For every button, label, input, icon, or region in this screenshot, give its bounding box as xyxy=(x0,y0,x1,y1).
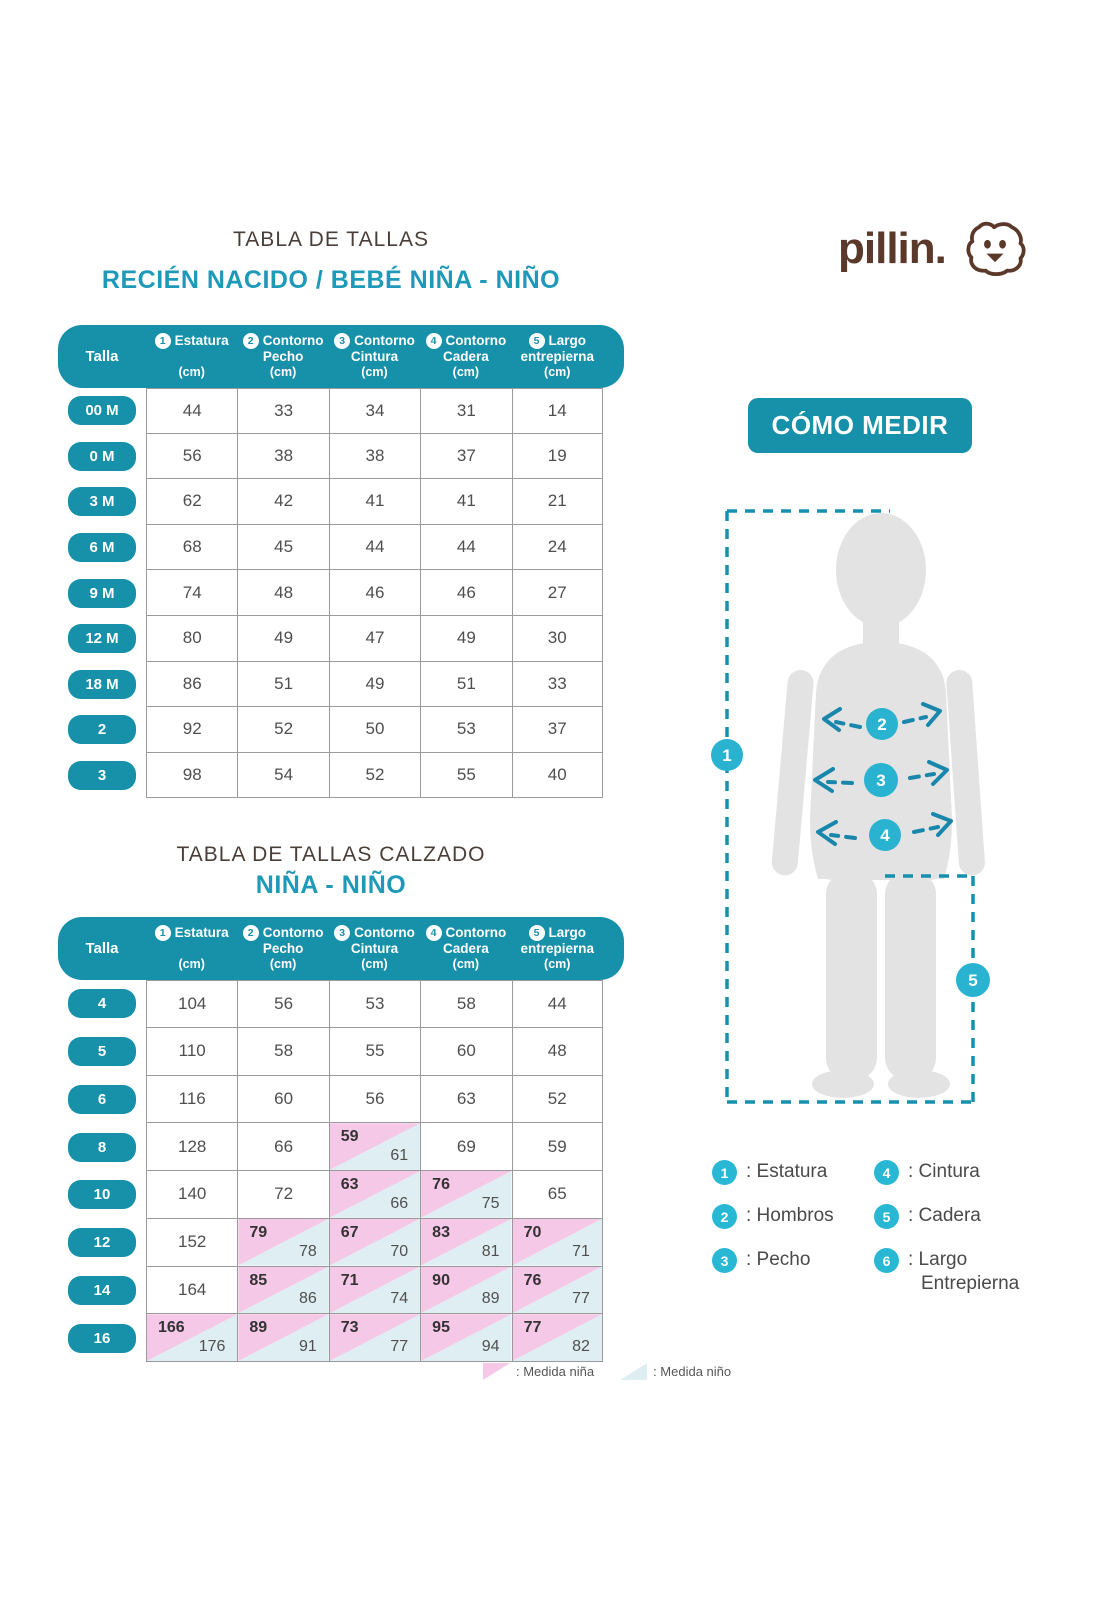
girl-value: 76 xyxy=(432,1176,450,1193)
measure-cell xyxy=(146,1314,237,1362)
column-header-unit: (cm) xyxy=(361,957,388,971)
measure-cell: 38 xyxy=(237,434,328,480)
column-header-unit: (cm) xyxy=(269,365,297,379)
table-row xyxy=(58,980,603,1028)
measure-cell: 68 xyxy=(146,525,237,571)
table-row xyxy=(58,1267,603,1315)
como-medir-heading: CÓMO MEDIR xyxy=(748,398,972,453)
measure-cell: 164 xyxy=(146,1267,237,1315)
table-row xyxy=(58,570,603,616)
size-pill: 14 xyxy=(68,1276,136,1305)
measure-legend-label: : Estatura xyxy=(746,1161,828,1182)
marker-1-number: 1 xyxy=(722,746,732,765)
column-header-line1 xyxy=(146,333,237,349)
girl-value: 166 xyxy=(158,1319,185,1337)
table-row xyxy=(58,1219,603,1267)
measure-legend-item xyxy=(712,1204,874,1229)
size-pill: 0 M xyxy=(68,442,136,471)
measure-cell: 52 xyxy=(512,1076,603,1124)
measure-cell: 80 xyxy=(146,616,237,662)
measure-cell: 116 xyxy=(146,1076,237,1124)
column-header-unit: (cm) xyxy=(452,365,480,379)
measure-cell: 59 xyxy=(512,1123,603,1171)
measure-cell xyxy=(329,1314,420,1362)
size-pill: 3 xyxy=(68,761,136,790)
size-pill: 00 M xyxy=(68,396,136,425)
column-header-line2: entrepierna xyxy=(520,941,595,956)
size-cell xyxy=(58,753,146,799)
column-header-line2: Cadera xyxy=(442,349,489,364)
measure-cell: 140 xyxy=(146,1171,237,1219)
column-header-line1 xyxy=(512,333,603,349)
measure-cell: 110 xyxy=(146,1028,237,1076)
size-cell xyxy=(58,1267,146,1315)
measure-cell: 53 xyxy=(329,980,420,1028)
measure-cell: 52 xyxy=(329,753,420,799)
boy-value: 176 xyxy=(198,1338,226,1355)
size-pill: 6 M xyxy=(68,533,136,562)
table-row xyxy=(58,662,603,708)
measure-cell: 34 xyxy=(329,388,420,434)
measure-cell: 72 xyxy=(237,1171,328,1219)
measure-cell: 62 xyxy=(146,479,237,525)
child-silhouette-icon xyxy=(771,513,986,1098)
boy-value: 89 xyxy=(481,1290,500,1308)
measure-cell: 56 xyxy=(146,434,237,480)
girl-value: 76 xyxy=(523,1271,542,1289)
size-cell xyxy=(58,1076,146,1124)
measure-cell xyxy=(512,1219,603,1267)
measure-cell: 54 xyxy=(237,753,328,799)
measure-legend-item xyxy=(874,1160,1034,1185)
size-pill: 10 xyxy=(68,1180,136,1209)
column-header-line1 xyxy=(237,333,328,349)
measure-cell xyxy=(237,1219,328,1267)
column-header-talla: Talla xyxy=(85,348,119,365)
girl-value: 79 xyxy=(249,1223,268,1241)
size-cell xyxy=(58,525,146,571)
column-header-line1 xyxy=(512,925,603,941)
step-number-badge: 2 xyxy=(243,925,259,941)
measure-number-badge: 4 xyxy=(874,1160,899,1185)
legend-label: : Medida niña xyxy=(516,1364,595,1379)
column-header-line1 xyxy=(237,925,328,941)
size-pill: 16 xyxy=(68,1324,136,1353)
measure-cell xyxy=(329,1219,420,1267)
marker-5-number: 5 xyxy=(968,971,978,990)
measure-cell: 63 xyxy=(420,1076,511,1124)
size-cell xyxy=(58,1123,146,1171)
measure-cell: 86 xyxy=(146,662,237,708)
girl-value: 67 xyxy=(340,1223,359,1241)
size-cell xyxy=(58,707,146,753)
measure-cell: 56 xyxy=(237,980,328,1028)
measure-cell: 40 xyxy=(512,753,603,799)
measure-cell xyxy=(237,1314,328,1362)
table2-title: TABLA DE TALLAS CALZADO xyxy=(176,843,486,866)
step-number-badge: 3 xyxy=(334,925,350,941)
column-header-unit: (cm) xyxy=(269,957,297,971)
column-header-line2: Pecho xyxy=(262,941,304,956)
gender-legend xyxy=(483,1363,731,1380)
measure-cell: 98 xyxy=(146,753,237,799)
table-row xyxy=(58,1123,603,1171)
column-header-line1 xyxy=(420,333,511,349)
table2-subtitle: NIÑA - NIÑO xyxy=(255,871,407,899)
size-pill: 12 M xyxy=(68,624,136,653)
measure-cell: 52 xyxy=(237,707,328,753)
girl-value: 85 xyxy=(249,1271,268,1289)
column-header-line1 xyxy=(329,333,420,349)
measure-cell: 46 xyxy=(329,570,420,616)
size-pill: 5 xyxy=(68,1037,136,1066)
measure-cell: 27 xyxy=(512,570,603,616)
step-number-badge: 1 xyxy=(155,333,171,349)
girl-value: 59 xyxy=(340,1128,359,1146)
measure-cell: 37 xyxy=(420,434,511,480)
measure-number-badge: 6 xyxy=(874,1248,899,1273)
measure-cell xyxy=(329,1123,420,1171)
column-header-line1 xyxy=(420,925,511,941)
measure-cell: 51 xyxy=(237,662,328,708)
boy-value: 77 xyxy=(390,1338,409,1355)
column-header xyxy=(512,925,603,972)
measure-cell: 48 xyxy=(512,1028,603,1076)
measure-legend-label: : Largo Entrepierna xyxy=(908,1249,1020,1294)
table-row xyxy=(58,1171,603,1219)
table-row xyxy=(58,479,603,525)
measure-cell: 24 xyxy=(512,525,603,571)
boy-value: 81 xyxy=(481,1242,500,1260)
size-pill: 18 M xyxy=(68,670,136,699)
measure-legend-label: : Pecho xyxy=(746,1249,811,1270)
column-header xyxy=(146,333,237,380)
step-number-badge: 1 xyxy=(155,925,171,941)
measure-cell: 49 xyxy=(329,662,420,708)
measure-cell: 33 xyxy=(237,388,328,434)
girl-value: 70 xyxy=(523,1223,542,1241)
table1-header xyxy=(58,325,624,388)
table-row xyxy=(58,616,603,662)
boy-value: 91 xyxy=(298,1338,317,1355)
measure-cell: 66 xyxy=(237,1123,328,1171)
table-row xyxy=(58,707,603,753)
measure-cell: 49 xyxy=(237,616,328,662)
boy-swatch-icon xyxy=(620,1363,647,1380)
legend-label: : Medida niño xyxy=(653,1364,732,1379)
measure-legend-item xyxy=(712,1160,874,1185)
legend-item xyxy=(483,1363,594,1380)
column-header xyxy=(420,925,511,972)
girl-value: 89 xyxy=(249,1319,268,1337)
measure-cell xyxy=(420,1267,511,1315)
measure-cell: 19 xyxy=(512,434,603,480)
measure-cell: 128 xyxy=(146,1123,237,1171)
measure-cell: 37 xyxy=(512,707,603,753)
measure-cell: 46 xyxy=(420,570,511,616)
size-cell xyxy=(58,662,146,708)
step-number-badge: 4 xyxy=(426,925,442,941)
size-cell xyxy=(58,434,146,480)
size-pill: 6 xyxy=(68,1085,136,1114)
column-header-unit: (cm) xyxy=(544,365,571,379)
measure-cell: 92 xyxy=(146,707,237,753)
step-number-badge: 5 xyxy=(529,333,545,349)
measure-cell: 30 xyxy=(512,616,603,662)
column-header-text: Estatura xyxy=(174,925,229,940)
measure-cell xyxy=(420,1171,511,1219)
girl-value: 73 xyxy=(340,1319,359,1337)
column-header xyxy=(329,333,420,380)
how-to-measure-figure xyxy=(700,478,1000,1123)
measure-cell: 74 xyxy=(146,570,237,616)
measure-cell xyxy=(512,1267,603,1315)
girl-value: 90 xyxy=(432,1271,450,1289)
column-header-line2: Pecho xyxy=(262,349,304,364)
measure-cell: 47 xyxy=(329,616,420,662)
table-row xyxy=(58,1314,603,1362)
table1-body xyxy=(58,388,603,798)
table-row xyxy=(58,525,603,571)
size-cell xyxy=(58,1028,146,1076)
size-pill: 8 xyxy=(68,1133,136,1162)
size-cell xyxy=(58,1219,146,1267)
dog-face-icon xyxy=(962,218,1028,283)
size-pill: 2 xyxy=(68,715,136,744)
table-row xyxy=(58,1076,603,1124)
measure-legend-item xyxy=(874,1248,1034,1296)
column-header-line2 xyxy=(146,941,237,956)
size-pill: 3 M xyxy=(68,487,136,516)
measure-cell: 56 xyxy=(329,1076,420,1124)
table-row xyxy=(58,1028,603,1076)
measure-legend-label: : Hombros xyxy=(746,1205,834,1226)
measure-legend-item xyxy=(712,1248,874,1296)
measure-legend-label: : Cintura xyxy=(908,1161,980,1182)
measure-cell: 41 xyxy=(329,479,420,525)
size-cell xyxy=(58,1171,146,1219)
measure-cell: 51 xyxy=(420,662,511,708)
step-number-badge: 5 xyxy=(529,925,545,941)
measure-cell: 42 xyxy=(237,479,328,525)
girl-value: 77 xyxy=(523,1319,542,1337)
measure-cell: 60 xyxy=(420,1028,511,1076)
measure-cell: 44 xyxy=(420,525,511,571)
size-cell xyxy=(58,616,146,662)
measure-cell: 65 xyxy=(512,1171,603,1219)
measure-cell: 104 xyxy=(146,980,237,1028)
size-cell xyxy=(58,1314,146,1362)
column-header-line2: Cadera xyxy=(442,941,489,956)
measure-cell: 55 xyxy=(329,1028,420,1076)
column-header-unit: (cm) xyxy=(544,957,571,971)
measure-cell: 38 xyxy=(329,434,420,480)
table1-title: TABLA DE TALLAS xyxy=(233,228,429,251)
size-cell xyxy=(58,388,146,434)
table-row xyxy=(58,753,603,799)
step-number-badge: 2 xyxy=(243,333,259,349)
size-pill: 12 xyxy=(68,1228,136,1257)
measure-legend xyxy=(712,1160,1034,1296)
boy-value: 71 xyxy=(572,1242,590,1260)
column-header-text: Estatura xyxy=(174,333,229,348)
column-header-text: Contorno xyxy=(354,333,415,348)
marker-3-number: 3 xyxy=(876,771,886,790)
column-header-text: Contorno xyxy=(354,925,415,940)
size-cell xyxy=(58,980,146,1028)
column-header-line1 xyxy=(146,925,237,941)
step-number-badge: 4 xyxy=(426,333,442,349)
column-header-line2 xyxy=(146,349,237,364)
girl-value: 63 xyxy=(340,1176,359,1193)
measure-cell: 41 xyxy=(420,479,511,525)
measure-cell xyxy=(329,1267,420,1315)
measure-cell xyxy=(420,1219,511,1267)
girl-value: 83 xyxy=(432,1223,450,1241)
column-header-unit: (cm) xyxy=(178,957,205,971)
boy-value: 70 xyxy=(390,1242,409,1260)
measure-cell: 55 xyxy=(420,753,511,799)
girl-value: 71 xyxy=(340,1271,359,1289)
table2-header xyxy=(58,917,624,980)
measure-cell: 49 xyxy=(420,616,511,662)
measure-cell xyxy=(512,1314,603,1362)
step-number-badge: 3 xyxy=(334,333,350,349)
measure-cell xyxy=(237,1267,328,1315)
boy-value: 86 xyxy=(298,1290,317,1308)
marker-4-number: 4 xyxy=(880,826,890,845)
column-header-line1 xyxy=(329,925,420,941)
legend-item xyxy=(620,1363,731,1380)
size-cell xyxy=(58,479,146,525)
column-header xyxy=(420,333,511,380)
column-header xyxy=(329,925,420,972)
measure-cell: 48 xyxy=(237,570,328,616)
measure-cell: 44 xyxy=(512,980,603,1028)
column-header xyxy=(237,925,328,972)
measure-cell: 58 xyxy=(237,1028,328,1076)
measure-cell: 44 xyxy=(146,388,237,434)
column-header xyxy=(146,925,237,972)
boy-value: 94 xyxy=(481,1338,500,1355)
measure-cell: 53 xyxy=(420,707,511,753)
brand-logo: pillin. xyxy=(838,224,946,273)
boy-value: 82 xyxy=(572,1338,590,1355)
measure-cell: 31 xyxy=(420,388,511,434)
measure-cell: 50 xyxy=(329,707,420,753)
measure-cell xyxy=(329,1171,420,1219)
measure-legend-item xyxy=(874,1204,1034,1229)
boy-value: 77 xyxy=(572,1290,590,1308)
column-header-text: Largo xyxy=(548,333,587,348)
boy-value: 75 xyxy=(481,1194,500,1212)
column-header-unit: (cm) xyxy=(361,365,388,379)
size-cell xyxy=(58,570,146,616)
measure-cell: 60 xyxy=(237,1076,328,1124)
girl-value: 95 xyxy=(432,1319,450,1337)
column-header xyxy=(237,333,328,380)
column-header-text: Contorno xyxy=(262,925,324,940)
column-header-text: Largo xyxy=(548,925,587,940)
boy-value: 66 xyxy=(390,1194,409,1212)
boy-value: 61 xyxy=(390,1147,409,1164)
table-row xyxy=(58,388,603,434)
measure-cell: 44 xyxy=(329,525,420,571)
column-header-line2: entrepierna xyxy=(520,349,595,364)
table2-body xyxy=(58,980,603,1362)
measure-cell: 33 xyxy=(512,662,603,708)
measure-cell: 21 xyxy=(512,479,603,525)
size-pill: 9 M xyxy=(68,579,136,608)
table-row xyxy=(58,434,603,480)
column-header xyxy=(512,333,603,380)
column-header-text: Contorno xyxy=(445,925,507,940)
measure-number-badge: 2 xyxy=(712,1204,737,1229)
measure-number-badge: 5 xyxy=(874,1204,899,1229)
measure-cell: 58 xyxy=(420,980,511,1028)
measure-number-badge: 3 xyxy=(712,1248,737,1273)
girl-swatch-icon xyxy=(483,1363,510,1380)
column-header-line2: Cintura xyxy=(350,941,399,956)
measure-number-badge: 1 xyxy=(712,1160,737,1185)
measure-cell: 45 xyxy=(237,525,328,571)
column-header-text: Contorno xyxy=(445,333,507,348)
column-header-talla: Talla xyxy=(85,940,119,957)
measure-cell: 14 xyxy=(512,388,603,434)
column-header-unit: (cm) xyxy=(178,365,205,379)
table1-subtitle: RECIÉN NACIDO / BEBÉ NIÑA - NIÑO xyxy=(101,266,561,294)
measure-cell: 152 xyxy=(146,1219,237,1267)
column-header-unit: (cm) xyxy=(452,957,480,971)
size-pill: 4 xyxy=(68,989,136,1018)
measure-cell: 69 xyxy=(420,1123,511,1171)
boy-value: 74 xyxy=(390,1290,409,1308)
boy-value: 78 xyxy=(298,1242,317,1260)
measure-legend-label: : Cadera xyxy=(908,1205,981,1226)
column-header-line2: Cintura xyxy=(350,349,399,364)
marker-2-number: 2 xyxy=(877,715,887,734)
column-header-text: Contorno xyxy=(262,333,324,348)
measure-cell xyxy=(420,1314,511,1362)
